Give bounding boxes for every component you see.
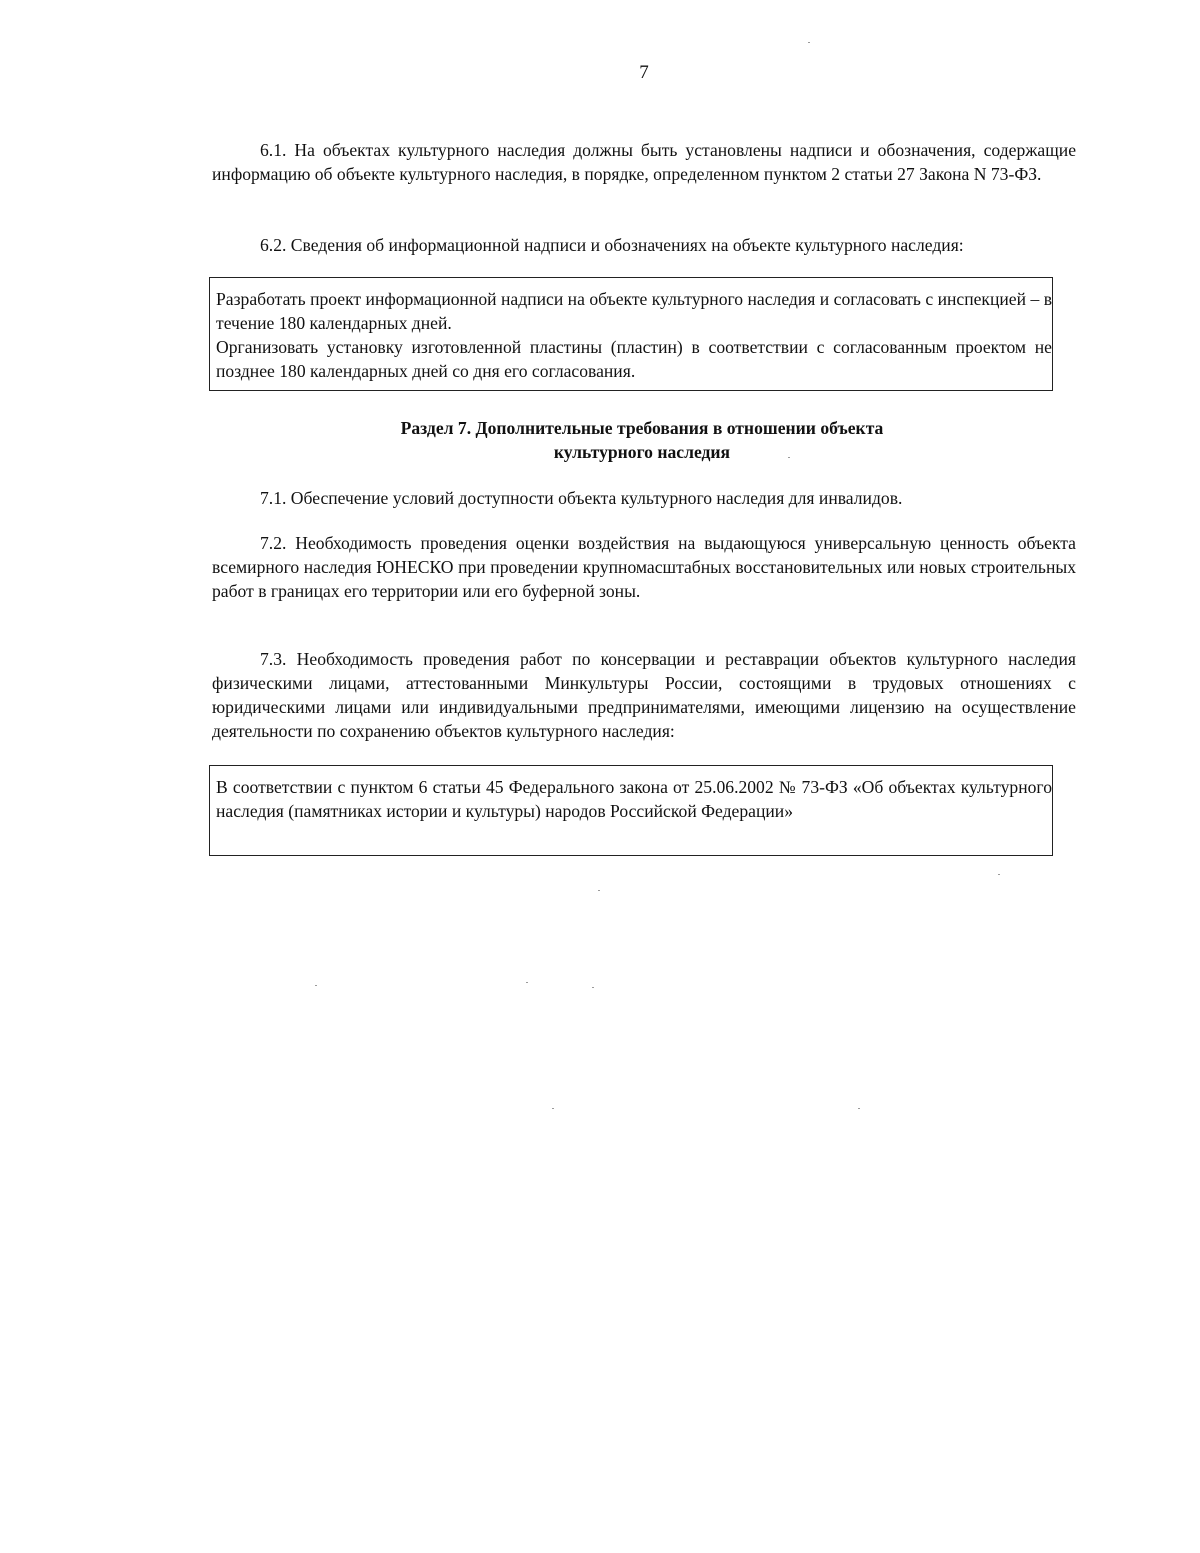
paragraph-6-1: 6.1. На объектах культурного наследия должны быть установлены надписи и обозначения, содержащие информацию об объекте культурного наследия, в порядке, определенном пунктом 2 статьи 27 Закона N 73-ФЗ. bbox=[212, 140, 1076, 184]
section-7-heading-line-1: Раздел 7. Дополнительные требования в отношении объекта bbox=[400, 418, 884, 438]
scan-speck bbox=[552, 1108, 554, 1109]
info-inscription-text-2: Организовать установку изготовленной пластины (пластин) в соответствии с согласованным проектом не позднее 180 календарных дней со дня его согласования. bbox=[216, 337, 1052, 381]
restoration-requirement-text: В соответствии с пунктом 6 статьи 45 Федерального закона от 25.06.2002 № 73-ФЗ «Об объектах культурного наследия (памятниках истории и культуры) народов Российской Федерации» bbox=[216, 777, 1052, 821]
info-inscription-box bbox=[209, 277, 1053, 391]
scan-speck bbox=[598, 890, 600, 891]
paragraph-7-2: 7.2. Необходимость проведения оценки воздействия на выдающуюся универсальную ценность объекта всемирного наследия ЮНЕСКО при проведении крупномасштабных восстановительных или новых строительных работ в границах его территории или его буферной зоны. bbox=[212, 533, 1076, 601]
scan-speck bbox=[858, 1108, 860, 1109]
scan-speck bbox=[788, 457, 790, 458]
scan-speck bbox=[808, 42, 810, 43]
restoration-requirement-box bbox=[209, 765, 1053, 856]
paragraph-6-2: 6.2. Сведения об информационной надписи и обозначениях на объекте культурного наследия: bbox=[260, 235, 964, 255]
scan-speck bbox=[315, 985, 317, 986]
page-number: 7 bbox=[639, 62, 649, 83]
scan-speck bbox=[526, 982, 528, 983]
section-7-heading bbox=[300, 416, 984, 464]
scan-speck bbox=[998, 874, 1000, 875]
info-inscription-text-1: Разработать проект информационной надписи на объекте культурного наследия и согласовать с инспекцией – в течение 180 календарных дней. bbox=[216, 289, 1052, 333]
paragraph-7-1: 7.1. Обеспечение условий доступности объекта культурного наследия для инвалидов. bbox=[260, 488, 903, 508]
scan-speck bbox=[592, 987, 594, 988]
paragraph-7-3: 7.3. Необходимость проведения работ по консервации и реставрации объектов культурного наследия физическими лицами, аттестованными Минкультуры России, состоящими в трудовых отношениях с юридическими лицами или индивидуальными предпринимателями, имеющими лицензию на осуществление деятельности по сохранению объектов культурного наследия: bbox=[212, 649, 1076, 741]
section-7-heading-line-2: культурного наследия bbox=[553, 442, 731, 462]
